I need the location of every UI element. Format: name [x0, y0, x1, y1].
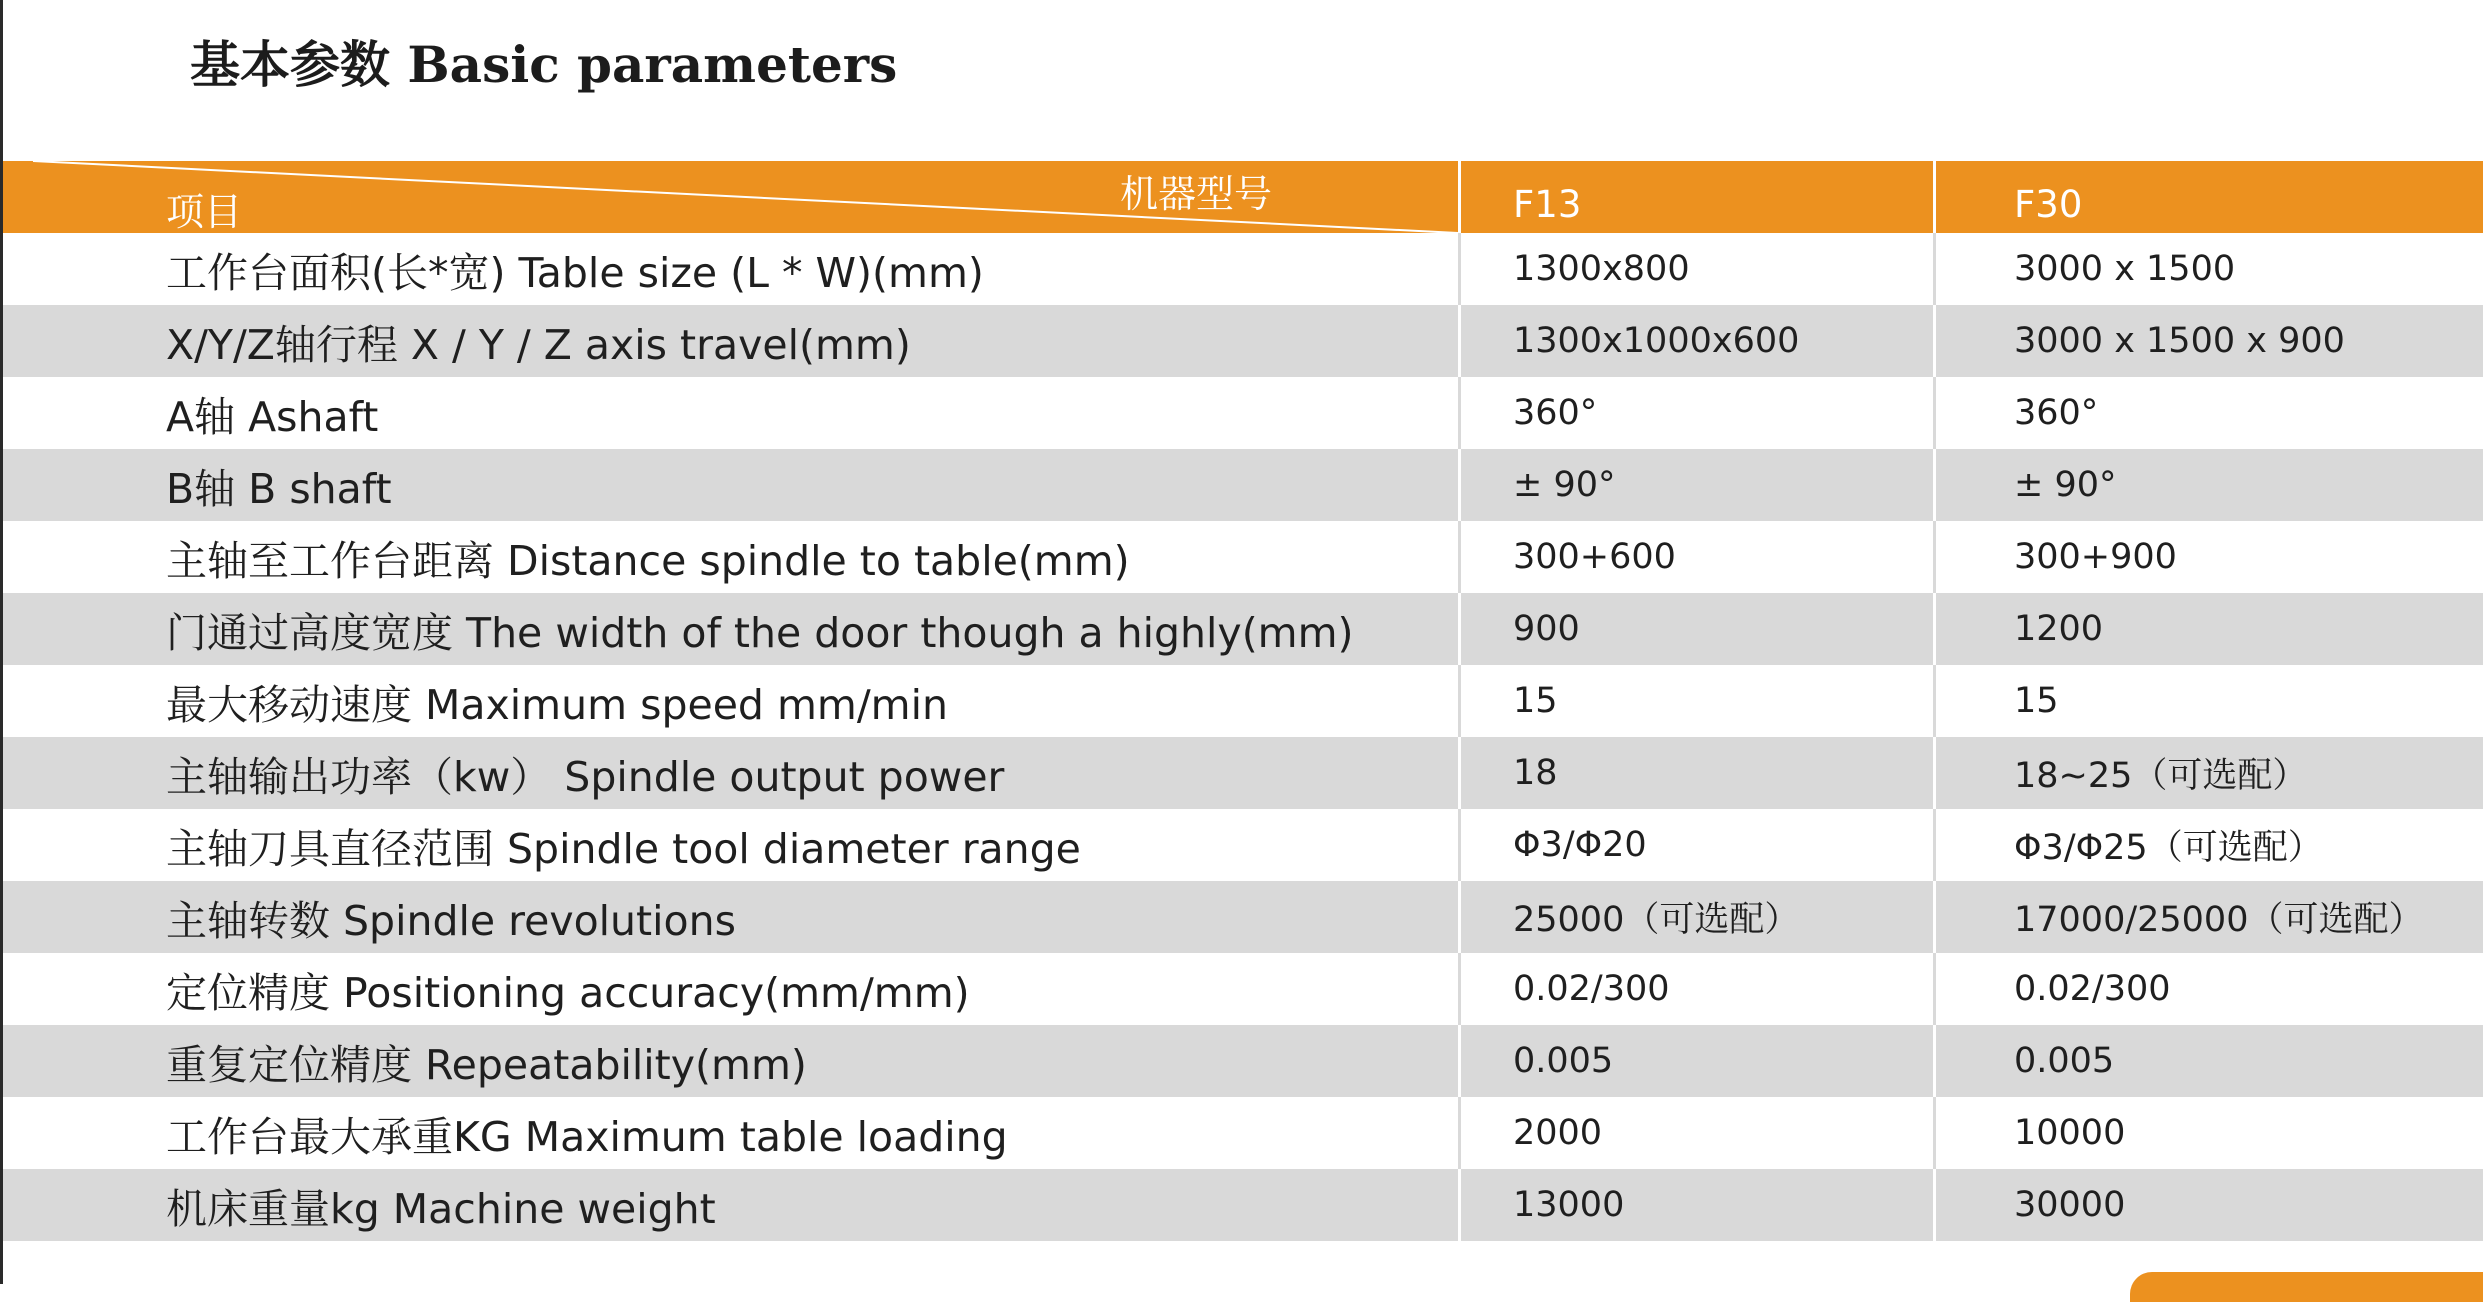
spec-table: [3, 161, 2483, 1241]
f13-value-cell: 0.005: [1458, 1025, 1933, 1097]
f13-value-cell: ± 90°: [1458, 449, 1933, 521]
header-item-label: 项目: [166, 190, 243, 233]
header-model-label: 机器型号: [1120, 172, 1273, 216]
param-cell: 主轴输出功率（kw） Spindle output power: [166, 752, 1005, 801]
param-cell: X/Y/Z轴行程 X / Y / Z axis travel(mm): [166, 320, 911, 369]
param-cell: 工作台最大承重KG Maximum table loading: [166, 1112, 1008, 1161]
f13-value-cell: 900: [1458, 593, 1933, 665]
f30-value-cell: 10000: [1933, 1097, 2483, 1169]
f13-value-cell: Φ3/Φ20: [1458, 809, 1933, 881]
table-row: [3, 953, 2483, 1025]
f13-value-cell: 0.02/300: [1458, 953, 1933, 1025]
param-cell: 主轴转数 Spindle revolutions: [166, 896, 736, 945]
header-model-f13: F13: [1458, 161, 1933, 233]
f30-value-cell: 15: [1933, 665, 2483, 737]
table-row: [3, 665, 2483, 737]
f30-value-cell: 3000 x 1500 x 900: [1933, 305, 2483, 377]
table-row: [3, 1169, 2483, 1241]
f13-value-cell: 15: [1458, 665, 1933, 737]
param-cell: 定位精度 Positioning accuracy(mm/mm): [166, 968, 970, 1017]
table-row: [3, 521, 2483, 593]
param-cell: 工作台面积(长*宽) Table size (L * W)(mm): [166, 248, 984, 297]
param-cell: 门通过高度宽度 The width of the door though a highly(mm): [166, 608, 1354, 657]
f30-value-cell: ± 90°: [1933, 449, 2483, 521]
f30-value-cell: 0.02/300: [1933, 953, 2483, 1025]
table-row: [3, 233, 2483, 305]
f30-value-cell: 3000 x 1500: [1933, 233, 2483, 305]
table-row: [3, 377, 2483, 449]
f13-value-cell: 13000: [1458, 1169, 1933, 1241]
table-row: [3, 449, 2483, 521]
corner-accent-shape: [2130, 1272, 2483, 1302]
f30-value-cell: 300+900: [1933, 521, 2483, 593]
table-row: [3, 1025, 2483, 1097]
param-cell: 重复定位精度 Repeatability(mm): [166, 1040, 807, 1089]
f13-value-cell: 18: [1458, 737, 1933, 809]
f30-value-cell: 360°: [1933, 377, 2483, 449]
f30-value-cell: 1200: [1933, 593, 2483, 665]
table-row: [3, 305, 2483, 377]
header-model-f30: F30: [1933, 161, 2483, 233]
f13-value-cell: 360°: [1458, 377, 1933, 449]
f13-value-cell: 25000（可选配）: [1458, 881, 1933, 953]
f13-value-cell: 300+600: [1458, 521, 1933, 593]
param-cell: B轴 B shaft: [166, 464, 392, 513]
f13-value-cell: 2000: [1458, 1097, 1933, 1169]
param-cell: 主轴至工作台距离 Distance spindle to table(mm): [166, 536, 1130, 585]
table-body: [3, 233, 2483, 1241]
header-param-cell: [3, 161, 1458, 233]
table-row: [3, 881, 2483, 953]
f13-value-cell: 1300x800: [1458, 233, 1933, 305]
table-row: [3, 809, 2483, 881]
table-row: [3, 593, 2483, 665]
table-row: [3, 737, 2483, 809]
param-cell: A轴 Ashaft: [166, 392, 379, 441]
f30-value-cell: 18~25（可选配）: [1933, 737, 2483, 809]
param-cell: 机床重量kg Machine weight: [166, 1184, 716, 1233]
param-cell: 最大移动速度 Maximum speed mm/min: [166, 680, 948, 729]
table-header-row: [3, 161, 2483, 233]
f30-value-cell: Φ3/Φ25（可选配）: [1933, 809, 2483, 881]
f30-value-cell: 17000/25000（可选配）: [1933, 881, 2483, 953]
f13-value-cell: 1300x1000x600: [1458, 305, 1933, 377]
f30-value-cell: 0.005: [1933, 1025, 2483, 1097]
table-row: [3, 1097, 2483, 1169]
param-cell: 主轴刀具直径范围 Spindle tool diameter range: [166, 824, 1081, 873]
page-title: 基本参数 Basic parameters: [190, 35, 898, 94]
f30-value-cell: 30000: [1933, 1169, 2483, 1241]
